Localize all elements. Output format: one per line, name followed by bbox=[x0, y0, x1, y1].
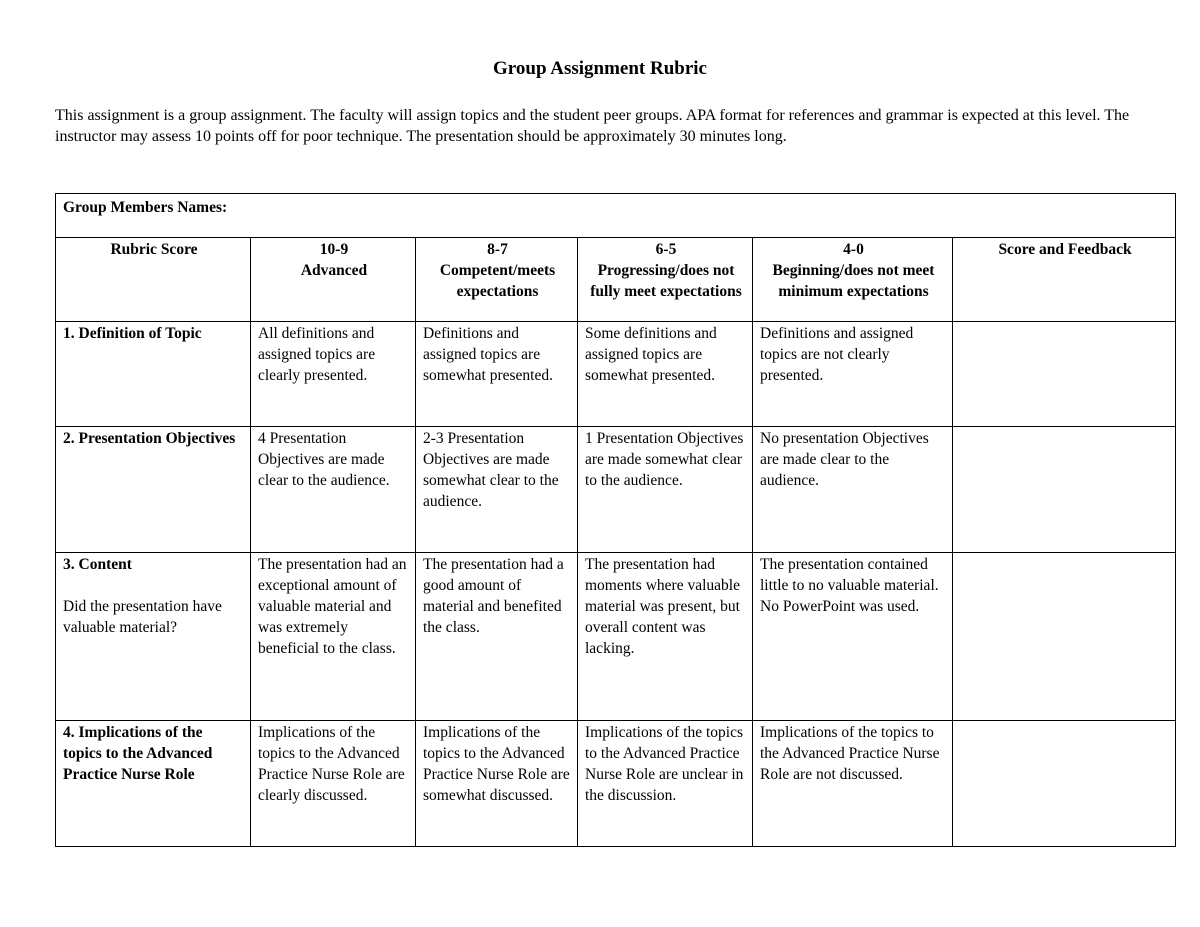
score-feedback-cell[interactable] bbox=[953, 553, 1176, 721]
rubric-table bbox=[55, 193, 1176, 847]
header-score-range: 4-0 bbox=[843, 241, 864, 258]
table-row bbox=[56, 553, 1176, 721]
criterion-cell bbox=[56, 553, 251, 721]
header-rubric-score bbox=[56, 238, 251, 322]
progressing-cell: Some definitions and assigned topics are somewhat presented. bbox=[578, 322, 753, 427]
header-level-label: Advanced bbox=[300, 262, 368, 279]
criterion-title: 1. Definition of Topic bbox=[63, 325, 202, 342]
competent-cell: 2-3 Presentation Objectives are made somewhat clear to the audience. bbox=[416, 427, 578, 553]
criterion-cell bbox=[56, 721, 251, 847]
header-score-range: 10-9 bbox=[319, 241, 349, 258]
criterion-title: 3. Content bbox=[63, 556, 132, 573]
competent-cell: The presentation had a good amount of material and benefited the class. bbox=[416, 553, 578, 721]
document-title: Group Assignment Rubric bbox=[493, 58, 707, 79]
advanced-cell: The presentation had an exceptional amount of valuable material and was extremely beneficial to the class. bbox=[251, 553, 416, 721]
score-feedback-cell[interactable] bbox=[953, 427, 1176, 553]
table-row bbox=[56, 427, 1176, 553]
header-level-label: Competent/meets expectations bbox=[439, 262, 556, 300]
criterion-cell bbox=[56, 322, 251, 427]
progressing-cell: The presentation had moments where valuable material was present, but overall content was lacking. bbox=[578, 553, 753, 721]
competent-cell: Definitions and assigned topics are somewhat presented. bbox=[416, 322, 578, 427]
header-score-text: Rubric Score bbox=[110, 241, 198, 258]
header-progressing bbox=[578, 238, 753, 322]
beginning-cell: Implications of the topics to the Advanced Practice Nurse Role are not discussed. bbox=[753, 721, 953, 847]
score-feedback-cell[interactable] bbox=[953, 322, 1176, 427]
criterion-title: 4. Implications of the topics to the Advanced Practice Nurse Role bbox=[63, 724, 213, 783]
advanced-cell: 4 Presentation Objectives are made clear to the audience. bbox=[251, 427, 416, 553]
table-row bbox=[56, 322, 1176, 427]
beginning-cell: Definitions and assigned topics are not clearly presented. bbox=[753, 322, 953, 427]
beginning-cell: The presentation contained little to no valuable material. No PowerPoint was used. bbox=[753, 553, 953, 721]
progressing-cell: 1 Presentation Objectives are made somewhat clear to the audience. bbox=[578, 427, 753, 553]
intro-paragraph: This assignment is a group assignment. The faculty will assign topics and the student peer groups. APA format for references and grammar is expected at this level. The instructor may assess 10 points off for poor technique. The presentation should be approximately 30 minutes long. bbox=[55, 107, 1130, 145]
header-advanced bbox=[251, 238, 416, 322]
header-level-label: Beginning/does not meet minimum expectations bbox=[772, 262, 935, 300]
group-members-row bbox=[56, 194, 1176, 238]
header-level-label: Progressing/does not fully meet expectations bbox=[590, 262, 742, 300]
header-score-feedback bbox=[953, 238, 1176, 322]
criterion-cell bbox=[56, 427, 251, 553]
header-score-range: 6-5 bbox=[655, 241, 677, 258]
advanced-cell: Implications of the topics to the Advanced Practice Nurse Role are clearly discussed. bbox=[251, 721, 416, 847]
progressing-cell: Implications of the topics to the Advanced Practice Nurse Role are unclear in the discussion. bbox=[578, 721, 753, 847]
table-row bbox=[56, 721, 1176, 847]
header-score-range: 8-7 bbox=[487, 241, 508, 258]
header-score-text: Score and Feedback bbox=[998, 241, 1132, 258]
beginning-cell: No presentation Objectives are made clear to the audience. bbox=[753, 427, 953, 553]
criterion-subtext: Did the presentation have valuable material? bbox=[63, 598, 222, 636]
competent-cell: Implications of the topics to the Advanced Practice Nurse Role are somewhat discussed. bbox=[416, 721, 578, 847]
header-competent bbox=[416, 238, 578, 322]
header-beginning bbox=[753, 238, 953, 322]
advanced-cell: All definitions and assigned topics are clearly presented. bbox=[251, 322, 416, 427]
group-members-label: Group Members Names: bbox=[56, 194, 1176, 238]
score-feedback-cell[interactable] bbox=[953, 721, 1176, 847]
criterion-title: 2. Presentation Objectives bbox=[63, 430, 236, 447]
header-row bbox=[56, 238, 1176, 322]
